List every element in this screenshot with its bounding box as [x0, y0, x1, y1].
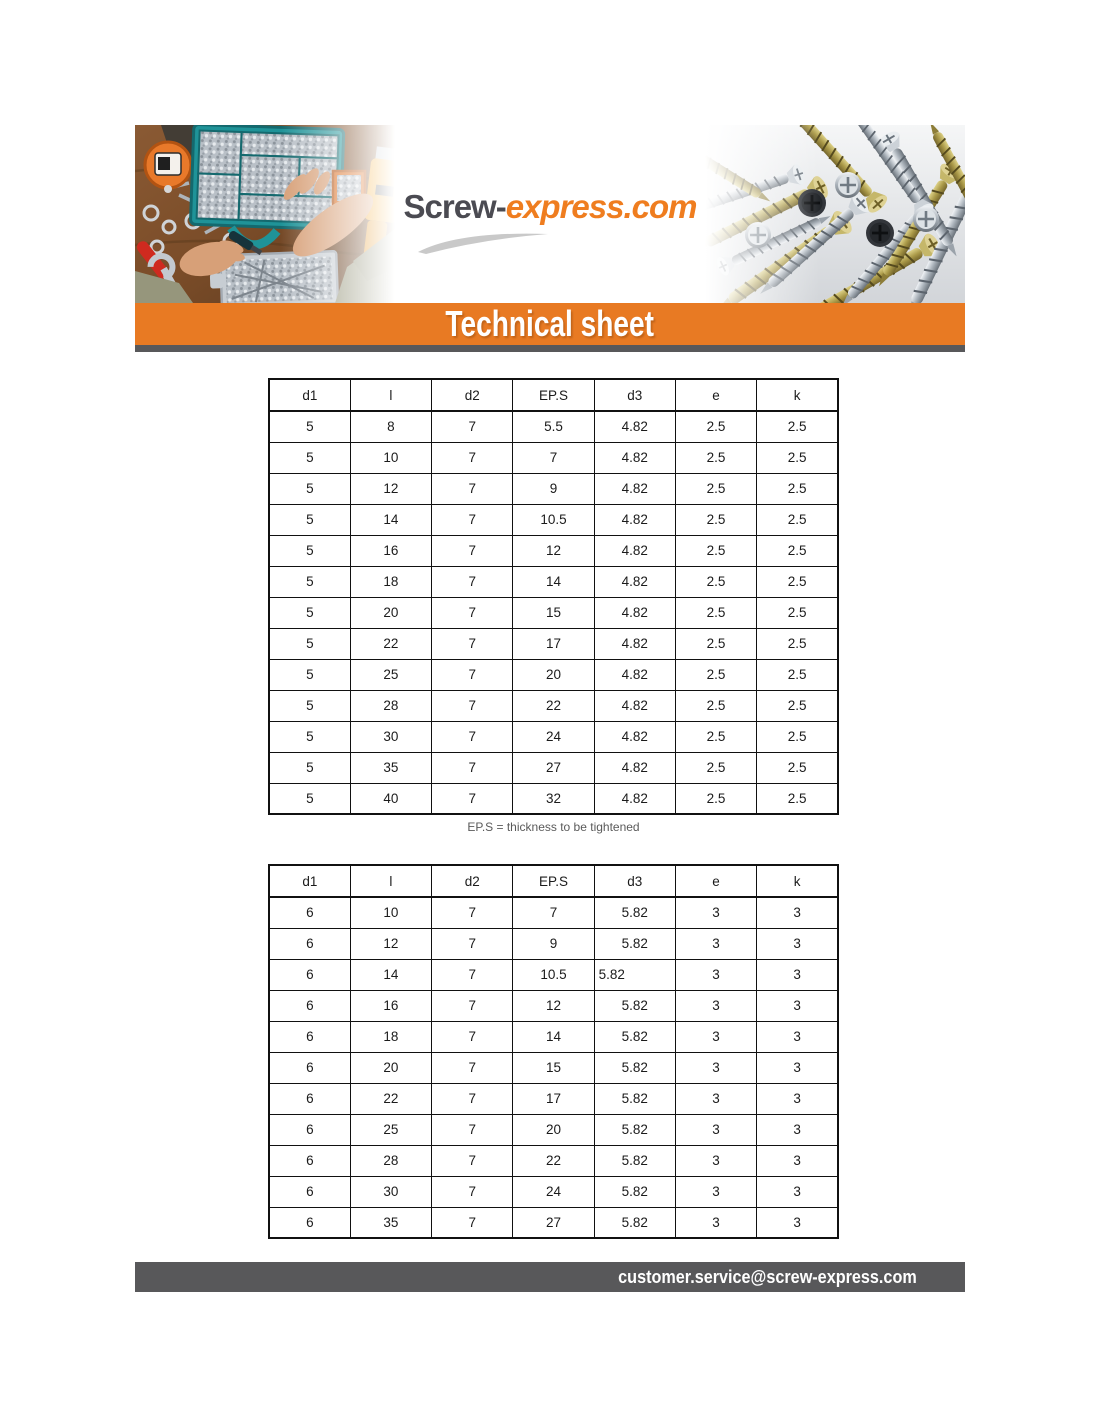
logo-text	[403, 188, 696, 226]
table-cell: 2.5	[757, 473, 838, 504]
table-cell: 24	[513, 1176, 594, 1207]
table-cell: 5	[269, 690, 350, 721]
footer-bar	[135, 1262, 965, 1292]
table-cell: 3	[757, 1083, 838, 1114]
table-cell: 2.5	[757, 628, 838, 659]
table-cell: 4.82	[594, 411, 675, 442]
table-cell: 27	[513, 1207, 594, 1238]
table-cell: 4.82	[594, 690, 675, 721]
table-cell: 15	[513, 597, 594, 628]
table-row	[269, 928, 838, 959]
table-cell: 2.5	[757, 535, 838, 566]
table-cell: 5.82	[594, 990, 675, 1021]
table-cell: 3	[757, 1145, 838, 1176]
table-cell: 22	[513, 1145, 594, 1176]
table-cell: 7	[432, 783, 513, 814]
table-cell: 3	[675, 897, 756, 928]
table-row	[269, 1145, 838, 1176]
table-row	[269, 897, 838, 928]
table-cell: 3	[757, 1176, 838, 1207]
table-cell: 2.5	[675, 721, 756, 752]
table-cell: 2.5	[675, 411, 756, 442]
table-cell: 10.5	[513, 504, 594, 535]
table-cell: 2.5	[757, 504, 838, 535]
table-cell: 3	[757, 990, 838, 1021]
table-cell: 3	[757, 1021, 838, 1052]
table-cell: 7	[432, 1052, 513, 1083]
table-cell: 2.5	[757, 597, 838, 628]
table-cell: 14	[350, 959, 431, 990]
table-cell: 5.82	[594, 1176, 675, 1207]
column-header: d3	[594, 865, 675, 897]
table-row	[269, 1114, 838, 1145]
screws-pile-photo	[700, 125, 965, 303]
table-row	[269, 783, 838, 814]
table-cell: 7	[432, 690, 513, 721]
table-cell: 2.5	[675, 752, 756, 783]
table-row	[269, 566, 838, 597]
table-cell: 2.5	[675, 473, 756, 504]
table-cell: 20	[350, 1052, 431, 1083]
table-cell: 7	[432, 597, 513, 628]
table-cell: 2.5	[757, 442, 838, 473]
table-cell: 5.82	[594, 1114, 675, 1145]
header-band	[135, 125, 965, 303]
table-cell: 28	[350, 1145, 431, 1176]
table-cell: 24	[513, 721, 594, 752]
table-cell: 3	[757, 897, 838, 928]
logo-swoosh	[414, 228, 554, 254]
page-title: Technical sheet	[445, 303, 655, 344]
header-row	[269, 865, 838, 897]
table-cell: 2.5	[675, 783, 756, 814]
table-cell: 22	[350, 628, 431, 659]
table-cell: 5	[269, 473, 350, 504]
table-cell: 3	[675, 1176, 756, 1207]
table-cell: 4.82	[594, 473, 675, 504]
table-row	[269, 442, 838, 473]
screws-pile-photo-art	[700, 125, 965, 303]
table-cell: 12	[350, 928, 431, 959]
table-cell: 4.82	[594, 721, 675, 752]
table-cell: 2.5	[757, 659, 838, 690]
table-cell: 5	[269, 535, 350, 566]
table-cell: 32	[513, 783, 594, 814]
table-cell: 20	[350, 597, 431, 628]
table-cell: 5.82	[594, 959, 675, 990]
table-cell: 20	[513, 1114, 594, 1145]
table-row	[269, 597, 838, 628]
table-row	[269, 1052, 838, 1083]
table-cell: 3	[675, 990, 756, 1021]
table-cell: 5	[269, 566, 350, 597]
table-row	[269, 1083, 838, 1114]
table-cell: 4.82	[594, 442, 675, 473]
table-cell: 7	[432, 928, 513, 959]
table-cell: 5.82	[594, 1145, 675, 1176]
table-cell: 3	[757, 1207, 838, 1238]
table-cell: 7	[432, 990, 513, 1021]
table-cell: 4.82	[594, 566, 675, 597]
table-row	[269, 959, 838, 990]
table-cell: 7	[432, 473, 513, 504]
column-header: EP.S	[513, 379, 594, 411]
table-cell: 7	[432, 752, 513, 783]
table-row	[269, 535, 838, 566]
logo	[400, 125, 700, 303]
table-cell: 4.82	[594, 597, 675, 628]
table-cell: 5.82	[594, 1083, 675, 1114]
table-cell: 14	[513, 1021, 594, 1052]
table-row	[269, 690, 838, 721]
table-cell: 7	[432, 535, 513, 566]
table-cell: 6	[269, 1176, 350, 1207]
table-cell: 5.5	[513, 411, 594, 442]
spec-table-d6	[268, 864, 839, 1239]
table-cell: 22	[513, 690, 594, 721]
table-row	[269, 659, 838, 690]
eps-note: EP.S = thickness to be tightened	[467, 820, 640, 834]
table-cell: 16	[350, 990, 431, 1021]
table-cell: 3	[675, 1207, 756, 1238]
table-cell: 2.5	[757, 752, 838, 783]
column-header: k	[757, 865, 838, 897]
logo-text-orange: express.com	[505, 188, 697, 225]
contact-email: customer.service@screw-express.com	[618, 1266, 917, 1287]
table-cell: 5.82	[594, 928, 675, 959]
table-cell: 8	[350, 411, 431, 442]
table-cell: 6	[269, 1114, 350, 1145]
table-cell: 7	[432, 659, 513, 690]
table-cell: 3	[675, 928, 756, 959]
table-cell: 6	[269, 1083, 350, 1114]
table-cell: 7	[432, 1114, 513, 1145]
table-cell: 35	[350, 1207, 431, 1238]
table-cell: 3	[757, 1052, 838, 1083]
logo-text-dark: Screw-	[403, 188, 506, 225]
table-cell: 12	[513, 535, 594, 566]
column-header: d2	[432, 379, 513, 411]
table-cell: 3	[675, 1145, 756, 1176]
table-cell: 4.82	[594, 504, 675, 535]
table-cell: 27	[513, 752, 594, 783]
table-cell: 7	[432, 897, 513, 928]
table-cell: 3	[757, 959, 838, 990]
table-cell: 7	[432, 1083, 513, 1114]
table-cell: 5	[269, 783, 350, 814]
table-row	[269, 1021, 838, 1052]
table-cell: 6	[269, 897, 350, 928]
table-cell: 22	[350, 1083, 431, 1114]
technical-sheet-page	[135, 125, 965, 1292]
table-cell: 5.82	[594, 1021, 675, 1052]
table-cell: 4.82	[594, 535, 675, 566]
table-cell: 2.5	[757, 690, 838, 721]
table-cell: 10	[350, 442, 431, 473]
table-cell: 7	[513, 442, 594, 473]
table-cell: 3	[757, 1114, 838, 1145]
table-cell: 3	[757, 928, 838, 959]
table-row	[269, 990, 838, 1021]
table-cell: 7	[432, 721, 513, 752]
table-cell: 4.82	[594, 659, 675, 690]
table-cell: 7	[432, 1145, 513, 1176]
table-cell: 2.5	[757, 566, 838, 597]
table-cell: 5	[269, 752, 350, 783]
table-row	[269, 628, 838, 659]
table-cell: 25	[350, 659, 431, 690]
table-cell: 2.5	[757, 411, 838, 442]
table-cell: 5	[269, 597, 350, 628]
table-cell: 6	[269, 1145, 350, 1176]
table-cell: 2.5	[757, 783, 838, 814]
table-cell: 7	[432, 566, 513, 597]
table-cell: 6	[269, 959, 350, 990]
column-header: d1	[269, 865, 350, 897]
table-cell: 2.5	[675, 690, 756, 721]
table-cell: 15	[513, 1052, 594, 1083]
table-cell: 5	[269, 721, 350, 752]
table-cell: 16	[350, 535, 431, 566]
column-header: e	[675, 865, 756, 897]
table-cell: 6	[269, 1021, 350, 1052]
table-cell: 10.5	[513, 959, 594, 990]
table-cell: 4.82	[594, 628, 675, 659]
table-cell: 18	[350, 1021, 431, 1052]
table-cell: 17	[513, 628, 594, 659]
table-cell: 5.82	[594, 1207, 675, 1238]
table-cell: 18	[350, 566, 431, 597]
table-cell: 12	[350, 473, 431, 504]
table-row	[269, 1176, 838, 1207]
table-cell: 2.5	[675, 659, 756, 690]
table-row	[269, 473, 838, 504]
divider-strip	[135, 345, 965, 352]
table-cell: 4.82	[594, 783, 675, 814]
table-cell: 2.5	[675, 566, 756, 597]
table-cell: 14	[350, 504, 431, 535]
table-cell: 17	[513, 1083, 594, 1114]
workbench-photo	[135, 125, 400, 303]
table-cell: 6	[269, 928, 350, 959]
workbench-photo-art	[135, 125, 400, 303]
table-cell: 30	[350, 721, 431, 752]
column-header: d3	[594, 379, 675, 411]
table-cell: 5	[269, 659, 350, 690]
table-cell: 30	[350, 1176, 431, 1207]
table-cell: 10	[350, 897, 431, 928]
column-header: EP.S	[513, 865, 594, 897]
table-cell: 12	[513, 990, 594, 1021]
table-cell: 25	[350, 1114, 431, 1145]
table-cell: 5.82	[594, 1052, 675, 1083]
column-header: d1	[269, 379, 350, 411]
table-cell: 5.82	[594, 897, 675, 928]
table-cell: 5	[269, 628, 350, 659]
table-cell: 2.5	[675, 504, 756, 535]
table-cell: 40	[350, 783, 431, 814]
table-cell: 2.5	[757, 721, 838, 752]
table-cell: 9	[513, 928, 594, 959]
table-cell: 2.5	[675, 442, 756, 473]
table-cell: 7	[513, 897, 594, 928]
table-cell: 3	[675, 1021, 756, 1052]
table-cell: 2.5	[675, 628, 756, 659]
title-banner	[135, 303, 965, 345]
table-cell: 7	[432, 411, 513, 442]
column-header: d2	[432, 865, 513, 897]
table-cell: 3	[675, 1052, 756, 1083]
table-cell: 6	[269, 990, 350, 1021]
table-cell: 4.82	[594, 752, 675, 783]
table-cell: 7	[432, 1021, 513, 1052]
table-cell: 5	[269, 442, 350, 473]
column-header: l	[350, 379, 431, 411]
table-cell: 7	[432, 628, 513, 659]
table-cell: 9	[513, 473, 594, 504]
table-row	[269, 721, 838, 752]
spec-table-d5	[268, 378, 839, 815]
header-row	[269, 379, 838, 411]
table-cell: 7	[432, 959, 513, 990]
table-row	[269, 1207, 838, 1238]
column-header: k	[757, 379, 838, 411]
table-cell: 2.5	[675, 535, 756, 566]
table-cell: 5	[269, 504, 350, 535]
table-row	[269, 752, 838, 783]
table-cell: 28	[350, 690, 431, 721]
column-header: e	[675, 379, 756, 411]
table-cell: 3	[675, 1083, 756, 1114]
table-cell: 7	[432, 1176, 513, 1207]
table-cell: 7	[432, 442, 513, 473]
table-cell: 6	[269, 1052, 350, 1083]
table-cell: 14	[513, 566, 594, 597]
column-header: l	[350, 865, 431, 897]
table-row	[269, 411, 838, 442]
table-cell: 6	[269, 1207, 350, 1238]
table-cell: 2.5	[675, 597, 756, 628]
table-cell: 35	[350, 752, 431, 783]
table-cell: 3	[675, 959, 756, 990]
table-cell: 20	[513, 659, 594, 690]
table-cell: 7	[432, 1207, 513, 1238]
table-row	[269, 504, 838, 535]
table-cell: 3	[675, 1114, 756, 1145]
table-cell: 5	[269, 411, 350, 442]
table-cell: 7	[432, 504, 513, 535]
